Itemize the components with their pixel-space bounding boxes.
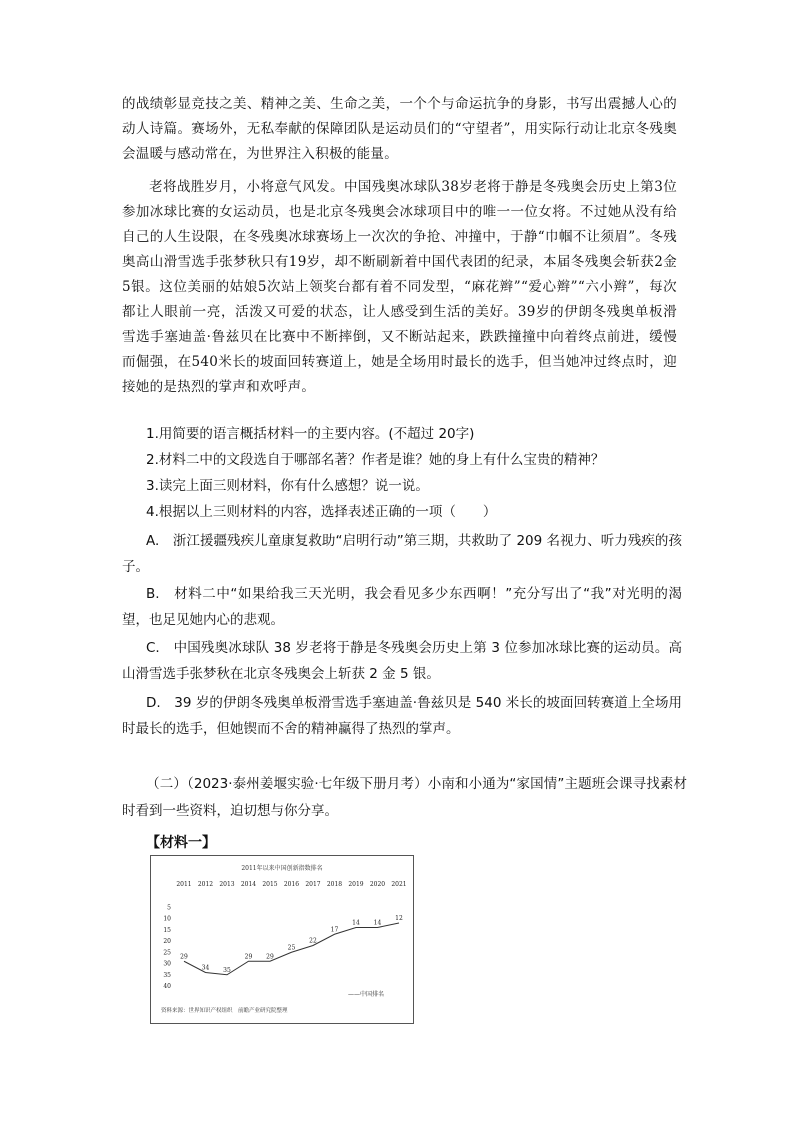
question-4: 4.根据以上三则材料的内容，选择表述正确的一项（ ） xyxy=(146,504,497,520)
x-tick-label: 2012 xyxy=(197,881,214,888)
y-tick-label: 30 xyxy=(163,960,171,968)
y-tick-label: 35 xyxy=(163,971,171,979)
y-tick-label: 5 xyxy=(167,904,171,912)
data-label: 22 xyxy=(309,937,317,945)
x-tick-label: 2015 xyxy=(262,881,278,888)
data-label: 14 xyxy=(352,919,360,927)
data-label: 14 xyxy=(373,919,382,927)
y-tick-label: 10 xyxy=(163,915,171,923)
y-tick-label: 20 xyxy=(163,938,171,945)
option-d: D. 39 岁的伊朗冬残奥单板滑雪选手塞迪盖·鲁兹贝是 540 米长的坡面回转赛道上全场用时最长的选手，但她锲而不舍的精神赢得了热烈的掌声。 xyxy=(122,695,682,737)
x-tick-label: 2014 xyxy=(240,881,257,888)
option-c: C. 中国残奥冰球队 38 岁老将于静是冬残奥会历史上第 3 位参加冰球比赛的运动员。高山滑雪选手张梦秋在北京冬残奥会上斩获 2 金 5 银。 xyxy=(122,640,682,682)
question-3: 3.读完上面三则材料，你有什么感想？说一说。 xyxy=(146,478,429,494)
x-tick-label: 2013 xyxy=(219,881,235,888)
x-tick-label: 2017 xyxy=(305,881,321,888)
material-1-label: 【材料一】 xyxy=(146,835,216,851)
y-tick-label: 40 xyxy=(163,983,171,990)
x-tick-label: 2021 xyxy=(391,881,407,888)
data-label: 29 xyxy=(180,953,188,961)
data-label: 17 xyxy=(330,926,339,934)
chart-source: 资料来源：世界知识产权组织 前瞻产业研究院整理 xyxy=(161,1008,288,1014)
option-b: B. 材料二中“如果给我三天光明，我会看见多少东西啊！”充分写出了“我”对光明的渴望，也足见她内心的悲观。 xyxy=(122,586,682,628)
option-a: A. 浙江援疆残疾儿童康复救助“启明行动”第三期，共救助了 209 名视力、听力残疾的孩子。 xyxy=(122,533,682,575)
question-1: 1.用简要的语言概括材料一的主要内容。(不超过 20字) xyxy=(146,426,475,442)
x-tick-label: 2020 xyxy=(369,881,386,888)
x-tick-label: 2016 xyxy=(283,881,300,888)
x-tick-label: 2011 xyxy=(176,881,192,888)
y-tick-label: 25 xyxy=(163,949,171,957)
y-tick-label: 15 xyxy=(163,926,171,934)
legend-china-ranking: ——中国排名 xyxy=(347,991,385,998)
data-label: 29 xyxy=(244,953,253,961)
x-tick-label: 2018 xyxy=(326,881,343,888)
ranking-chart xyxy=(150,855,414,1024)
data-label: 34 xyxy=(201,964,210,972)
data-label: 35 xyxy=(223,966,231,974)
x-tick-label: 2019 xyxy=(348,881,364,888)
data-label: 29 xyxy=(266,953,274,961)
section-2-intro: （二）（2023·泰州姜堰实验·七年级下册月考）小南和小通为“家国情”主题班会课寻找素材时看到一些资料，迫切想与你分享。 xyxy=(122,776,687,819)
passage-paragraph-1: 的战绩彰显竞技之美、精神之美、生命之美，一个个与命运抗争的身影，书写出震撼人心的动人诗篇。赛场外，无私奉献的保障团队是运动员们的“守望者”，用实际行动让北京冬残奥会温暖与感动常在，为世界注入积极的能量。 xyxy=(122,96,677,162)
data-label: 25 xyxy=(287,944,296,952)
data-label: 12 xyxy=(395,915,403,922)
chart-title: 2011年以来中国创新指数排名 xyxy=(241,865,323,872)
chart-canvas xyxy=(151,856,413,1023)
passage-paragraph-2: 老将战胜岁月，小将意气风发。中国残奥冰球队38岁老将于静是冬残奥会历史上第3位参加冰球比赛的女运动员，也是北京冬残奥会冰球项目中的唯一一位女将。不过她从没有给自己的人生设限，在冬残奥冰球赛场上一次次的争抢、冲撞中，于静“巾帼不让须眉”。冬残奥高山滑雪选手张梦秋只有19岁，却不断刷新着中国代表团的纪录，本届冬残奥会斩获2金5银。这位美丽的姑娘5次站上领奖台都有着不同发型，“麻花辫”“爱心辫”“六小辫”，每次都让人眼前一亮，活泼又可爱的状态，让人感受到生活的美好。39岁的伊朗冬残奥单板滑雪选手塞迪盖·鲁兹贝在比赛中不断摔倒，又不断站起来，跌跌撞撞中向着终点前进，缓慢而倔强，在540米长的坡面回转赛道上，她是全场用时最长的选手，但当她冲过终点时，迎接她的是热烈的掌声和欢呼声。 xyxy=(122,179,677,395)
question-2: 2.材料二中的文段选自于哪部名著？作者是谁？她的身上有什么宝贵的精神？ xyxy=(146,452,605,468)
